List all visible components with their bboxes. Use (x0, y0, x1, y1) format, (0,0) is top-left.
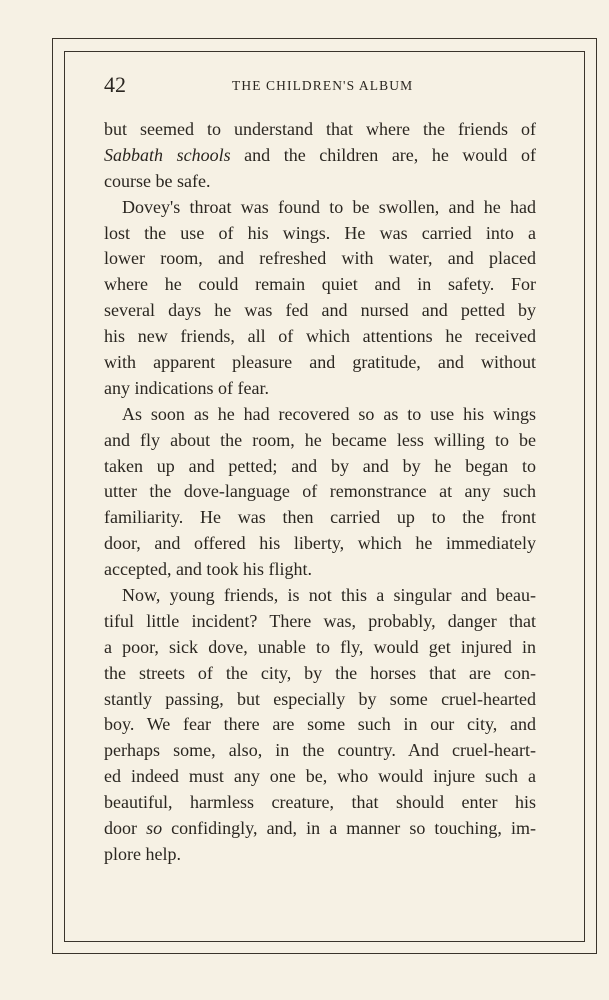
text-line: a poor, sick dove, unable to fly, would get injured in (104, 636, 536, 657)
text-line: but seemed to understand that where the friends of (104, 119, 536, 139)
page-header (104, 72, 536, 100)
italic-text: Sabbath schools (104, 144, 231, 165)
text-line: perhaps some, also, in the country. And cruel-heart- (104, 740, 536, 761)
text-line: familiarity. He was then carried up to the front (104, 507, 536, 528)
text-line: stantly passing, but especially by some cruel-hearted (104, 688, 536, 709)
paragraph (104, 402, 536, 583)
text-line: his new friends, all of which attentions he received (104, 326, 536, 347)
text-line: ed indeed must any one be, who would injure such a (104, 766, 536, 787)
text-line: taken up and petted; and by and by he began to (104, 455, 536, 476)
page-number: 42 (104, 72, 126, 97)
paragraph (104, 195, 536, 402)
text-line: Dovey's throat was found to be swollen, and he had (122, 196, 536, 217)
text-line: with apparent pleasure and gratitude, and without (104, 352, 536, 373)
text-line: Now, young friends, is not this a singular and beau- (122, 585, 536, 606)
text-line: door, and offered his liberty, which he immediately (104, 533, 536, 554)
text-line: boy. We fear there are some such in our city, and (104, 714, 536, 735)
italic-text: so (146, 818, 163, 839)
text-line: the streets of the city, by the horses that are con- (104, 662, 536, 683)
body-text (104, 117, 536, 868)
paragraph (104, 583, 536, 868)
text-line: any indications of fear. (104, 377, 269, 398)
text-line: and fly about the room, he became less willing to be (104, 429, 536, 450)
running-head: THE CHILDREN'S ALBUM (232, 78, 414, 93)
text-line: beautiful, harmless creature, that should enter his (104, 792, 536, 813)
text-line: accepted, and took his flight. (104, 559, 312, 580)
text-line: course be safe. (104, 170, 211, 191)
text-line: plore help. (104, 843, 181, 864)
text-line: Sabbath schools and the children are, he would of (104, 144, 536, 165)
text-line: utter the dove-language of remonstrance at any such (104, 481, 536, 502)
paragraph (104, 117, 536, 195)
text-line: where he could remain quiet and in safety. For (104, 274, 536, 295)
text-line: lower room, and refreshed with water, and placed (104, 248, 536, 269)
text-line: lost the use of his wings. He was carried into a (104, 222, 536, 243)
text-line: As soon as he had recovered so as to use his wings (122, 403, 536, 424)
text-line: several days he was fed and nursed and petted by (104, 300, 536, 321)
text-line: door so confidingly, and, in a manner so touching, im- (104, 818, 536, 839)
text-line: tiful little incident? There was, probably, danger that (104, 610, 536, 631)
